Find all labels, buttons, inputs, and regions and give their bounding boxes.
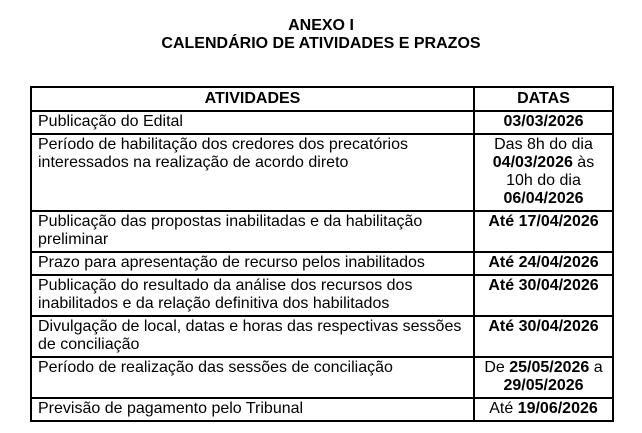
table-row — [31, 316, 613, 357]
date-value: 04/03/2026 — [492, 154, 573, 171]
date-value: 06/04/2026 — [503, 190, 584, 207]
date-value: 29/05/2026 — [503, 377, 584, 394]
table-body — [31, 111, 613, 421]
table-header-row — [31, 87, 613, 111]
title-line-1: ANEXO I — [288, 17, 354, 34]
date-cell — [474, 111, 613, 134]
date-text: Das 8h do dia — [494, 136, 593, 153]
date-cell — [474, 398, 613, 421]
date-text: a — [589, 359, 603, 376]
document-title — [30, 0, 612, 53]
date-cell — [474, 316, 613, 357]
date-text: De — [484, 359, 510, 376]
date-text: Até — [489, 400, 518, 417]
date-value: Até 30/04/2026 — [488, 318, 599, 335]
date-cell — [474, 211, 613, 252]
title-line-2: CALENDÁRIO DE ATIVIDADES E PRAZOS — [161, 35, 481, 52]
date-text: às — [572, 154, 595, 171]
activity-cell: Período de realização das sessões de conciliação — [31, 357, 474, 398]
date-text: 10h do dia — [506, 172, 581, 189]
activity-cell: Publicação do resultado da análise dos recursos dos inabilitados e da relação definitiva dos habilitados — [31, 275, 474, 316]
date-value: 19/06/2026 — [517, 400, 598, 417]
calendar-table — [30, 86, 614, 422]
table-row — [31, 252, 613, 275]
date-value: 03/03/2026 — [503, 113, 584, 130]
activity-cell: Previsão de pagamento pelo Tribunal — [31, 398, 474, 421]
column-header-activities: ATIVIDADES — [31, 87, 474, 111]
column-header-dates: DATAS — [474, 87, 613, 111]
activity-cell: Publicação do Edital — [31, 111, 474, 134]
table-row — [31, 134, 613, 211]
date-cell — [474, 252, 613, 275]
table-row — [31, 111, 613, 134]
table-row — [31, 275, 613, 316]
date-value: Até 24/04/2026 — [488, 254, 599, 271]
date-value: 25/05/2026 — [509, 359, 590, 376]
activity-cell: Período de habilitação dos credores dos precatórios interessados na realização de acordo direto — [31, 134, 474, 211]
date-cell — [474, 275, 613, 316]
table-row — [31, 398, 613, 421]
table-row — [31, 211, 613, 252]
date-cell — [474, 134, 613, 211]
activity-cell: Divulgação de local, datas e horas das respectivas sessões de conciliação — [31, 316, 474, 357]
table-row — [31, 357, 613, 398]
activity-cell: Prazo para apresentação de recurso pelos inabilitados — [31, 252, 474, 275]
date-value: Até 30/04/2026 — [488, 277, 599, 294]
date-cell — [474, 357, 613, 398]
activity-cell: Publicação das propostas inabilitadas e da habilitação preliminar — [31, 211, 474, 252]
date-value: Até 17/04/2026 — [488, 213, 599, 230]
